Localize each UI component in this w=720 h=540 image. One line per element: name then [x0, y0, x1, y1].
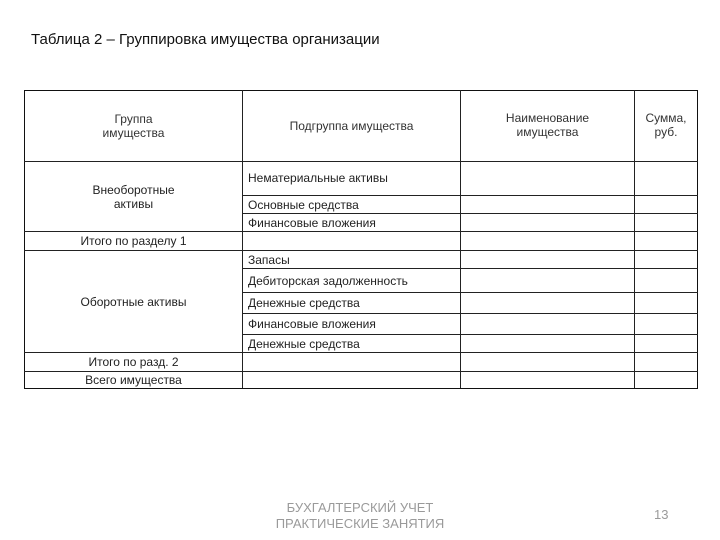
table-caption: Таблица 2 – Группировка имущества организации: [31, 31, 380, 48]
grand-total-row: [25, 372, 698, 389]
name-cell: [461, 232, 635, 251]
name-cell: [461, 372, 635, 389]
slide-footer: [200, 500, 520, 532]
sum-cell: [635, 353, 698, 372]
subgroup-cell: [243, 353, 461, 372]
name-cell: [461, 251, 635, 269]
subgroup-cell: [243, 372, 461, 389]
subgroup-cell: Финансовые вложения: [243, 214, 461, 232]
header-name-line1: Наименование: [505, 111, 590, 125]
group-noncurrent-line1: Внеоборотные: [92, 182, 175, 197]
header-sum-line1: Сумма,: [645, 111, 687, 125]
header-name: [461, 91, 635, 162]
header-group: [25, 91, 243, 162]
header-sum-line2: руб.: [654, 125, 678, 139]
name-cell: [461, 269, 635, 293]
sum-cell: [635, 269, 698, 293]
sum-cell: [635, 335, 698, 353]
section1-total-label: Итого по разделу 1: [25, 232, 243, 251]
subgroup-cell: Запасы: [243, 251, 461, 269]
subgroup-cell: Нематериальные активы: [243, 162, 461, 196]
property-grouping-table: [24, 90, 698, 389]
subgroup-cell: Денежные средства: [243, 335, 461, 353]
header-subgroup: Подгруппа имущества: [243, 91, 461, 162]
table-row: [25, 162, 698, 196]
subgroup-cell: [243, 232, 461, 251]
table-header-row: [25, 91, 698, 162]
section-total-row: [25, 353, 698, 372]
header-name-line2: имущества: [516, 125, 579, 139]
footer-line2: ПРАКТИЧЕСКИЕ ЗАНЯТИЯ: [275, 516, 445, 531]
header-sum: [635, 91, 698, 162]
header-group-line1: Группа: [114, 112, 153, 126]
subgroup-cell: Финансовые вложения: [243, 314, 461, 335]
section2-total-label: Итого по разд. 2: [25, 353, 243, 372]
sum-cell: [635, 214, 698, 232]
name-cell: [461, 162, 635, 196]
table-row: [25, 251, 698, 269]
subgroup-cell: Дебиторская задолженность: [243, 269, 461, 293]
page-number: 13: [654, 507, 669, 522]
footer-line1: БУХГАЛТЕРСКИЙ УЧЕТ: [286, 500, 434, 515]
name-cell: [461, 353, 635, 372]
name-cell: [461, 335, 635, 353]
sum-cell: [635, 293, 698, 314]
sum-cell: [635, 372, 698, 389]
name-cell: [461, 293, 635, 314]
sum-cell: [635, 232, 698, 251]
name-cell: [461, 214, 635, 232]
subgroup-cell: Денежные средства: [243, 293, 461, 314]
group-current-assets: Оборотные активы: [25, 251, 243, 353]
subgroup-cell: Основные средства: [243, 196, 461, 214]
name-cell: [461, 196, 635, 214]
sum-cell: [635, 314, 698, 335]
grand-total-label: Всего имущества: [25, 372, 243, 389]
header-group-line2: имущества: [102, 126, 165, 140]
section-total-row: [25, 232, 698, 251]
sum-cell: [635, 162, 698, 196]
group-noncurrent-assets: [25, 162, 243, 232]
name-cell: [461, 314, 635, 335]
group-noncurrent-line2: активы: [113, 196, 154, 211]
sum-cell: [635, 251, 698, 269]
sum-cell: [635, 196, 698, 214]
